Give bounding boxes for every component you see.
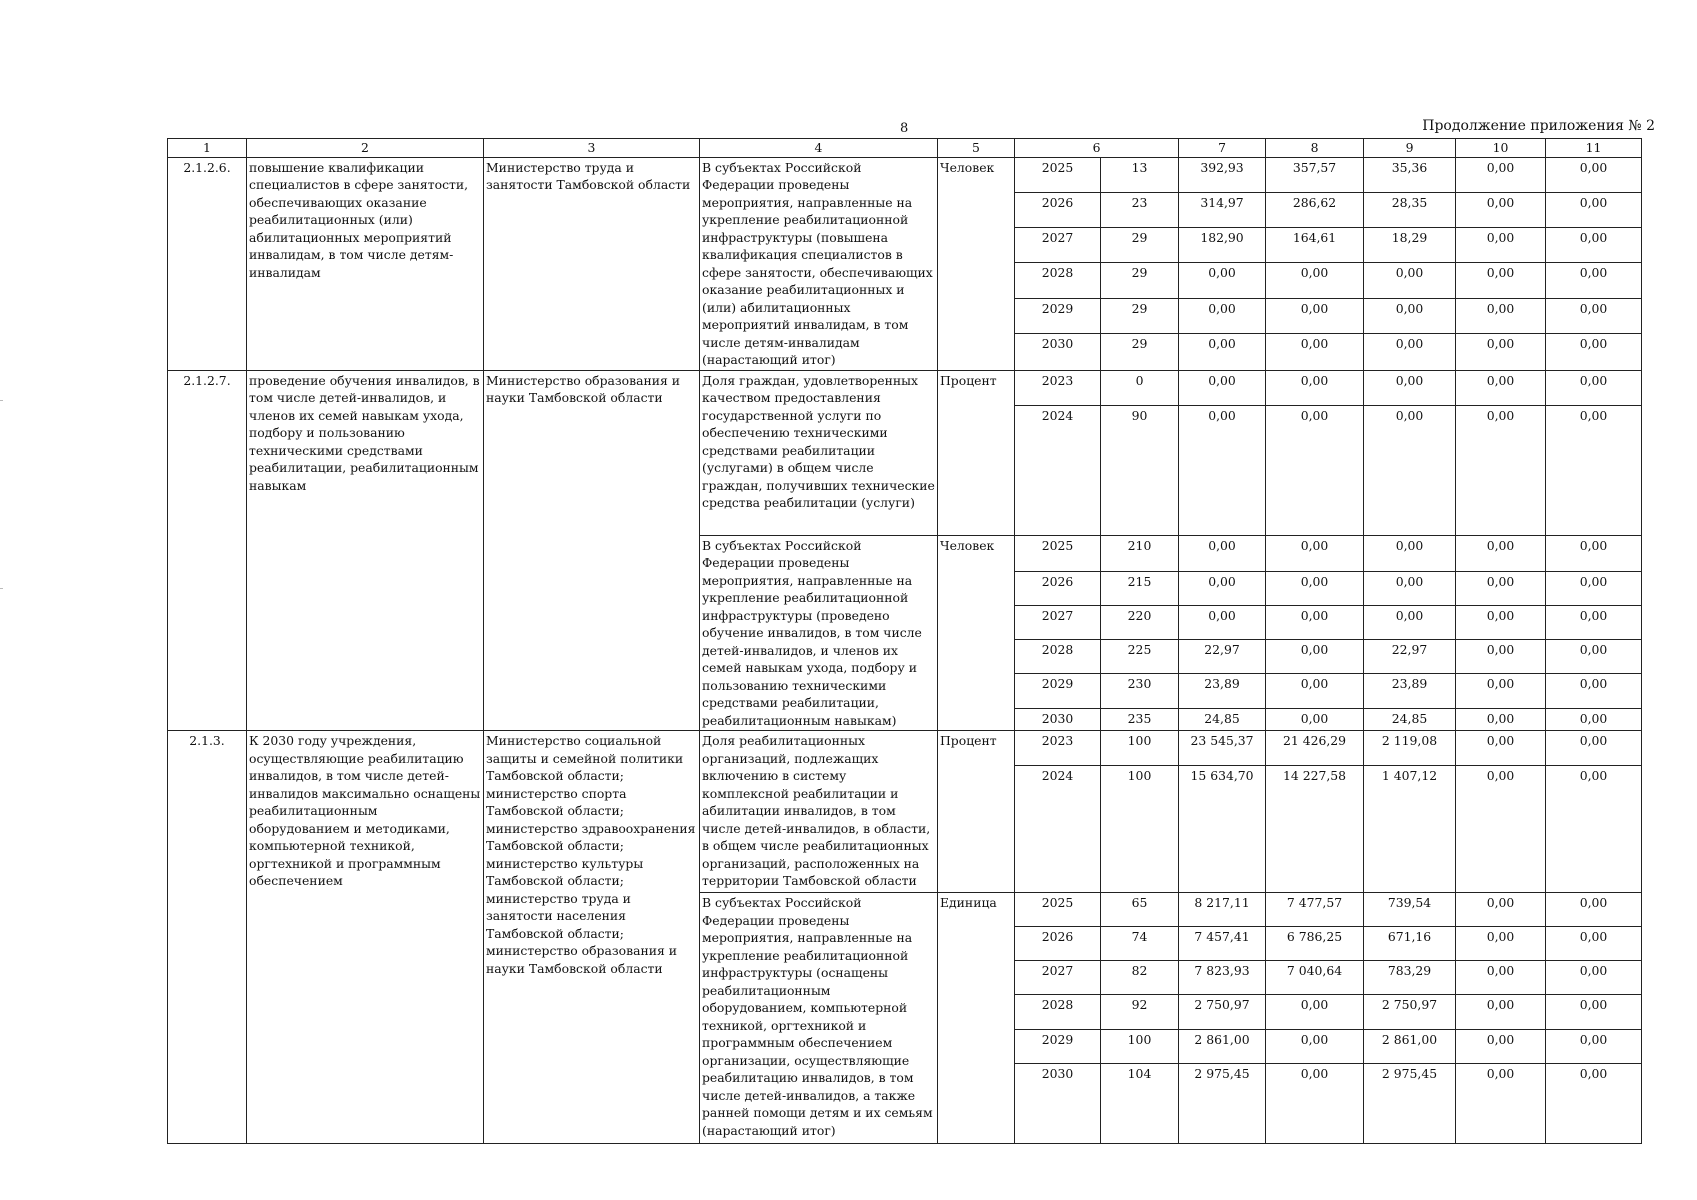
amount-cell: 0,00: [1546, 1030, 1642, 1064]
amount-cell: 28,35: [1364, 192, 1456, 227]
amount-cell: 0,00: [1546, 995, 1642, 1030]
amount-cell: 0,00: [1456, 1064, 1546, 1144]
amount-cell: 0,00: [1456, 731, 1546, 766]
year-cell: 2028: [1015, 263, 1101, 298]
unit: Процент: [938, 731, 1015, 893]
year-cell: 2029: [1015, 674, 1101, 709]
year-cell: 2030: [1015, 334, 1101, 370]
row-number: 2.1.2.7.: [168, 370, 247, 731]
scan-mark: [0, 400, 3, 401]
amount-cell: 0,00: [1179, 405, 1266, 535]
header-row: [168, 139, 1642, 158]
year-cell: 2026: [1015, 571, 1101, 605]
amount-cell: 0,00: [1546, 709, 1642, 731]
indicator-name: Доля реабилитационных организаций, подлежащих включению в систему комплексной реабилитации и абилитации инвалидов, в том числе детей-инвалидов, в области, в общем числе реабилитационных организаций, расположенных на территории Тамбовской области: [700, 731, 938, 893]
amount-cell: 24,85: [1364, 709, 1456, 731]
amount-cell: 0,00: [1456, 766, 1546, 893]
amount-cell: 0,00: [1179, 370, 1266, 405]
amount-cell: 2 861,00: [1364, 1030, 1456, 1064]
amount-cell: 0,00: [1456, 1030, 1546, 1064]
amount-cell: 0,00: [1364, 405, 1456, 535]
amount-cell: 0,00: [1456, 927, 1546, 961]
amount-cell: 7 040,64: [1266, 961, 1364, 995]
amount-cell: 0,00: [1179, 571, 1266, 605]
amount-cell: 0,00: [1266, 370, 1364, 405]
amount-cell: 0,00: [1266, 605, 1364, 639]
amount-cell: 23 545,37: [1179, 731, 1266, 766]
value-cell: 29: [1101, 228, 1179, 263]
unit: Процент: [938, 370, 1015, 535]
amount-cell: 0,00: [1456, 995, 1546, 1030]
page-number: 8: [900, 121, 909, 136]
amount-cell: 0,00: [1546, 334, 1642, 370]
amount-cell: 0,00: [1456, 228, 1546, 263]
amount-cell: 0,00: [1266, 405, 1364, 535]
amount-cell: 0,00: [1266, 639, 1364, 673]
value-cell: 29: [1101, 298, 1179, 333]
value-cell: 225: [1101, 639, 1179, 673]
year-cell: 2025: [1015, 893, 1101, 927]
amount-cell: 0,00: [1266, 263, 1364, 298]
amount-cell: 0,00: [1179, 535, 1266, 571]
unit: Единица: [938, 893, 1015, 1144]
value-cell: 215: [1101, 571, 1179, 605]
unit: Человек: [938, 535, 1015, 731]
amount-cell: 0,00: [1546, 893, 1642, 927]
value-cell: 65: [1101, 893, 1179, 927]
executor: Министерство образования и науки Тамбовской области: [484, 370, 700, 731]
indicator-name: В субъектах Российской Федерации проведены мероприятия, направленные на укрепление реабилитационной инфраструктуры (проведено обучение инвалидов, в том числе детей-инвалидов, и членов их семей навыкам ухода, подбору и пользованию техническими средствами реабилитации, реабилитационным навыкам): [700, 535, 938, 731]
column-header: 5: [938, 139, 1015, 158]
amount-cell: 164,61: [1266, 228, 1364, 263]
amount-cell: 0,00: [1364, 605, 1456, 639]
amount-cell: 0,00: [1266, 298, 1364, 333]
amount-cell: 0,00: [1456, 893, 1546, 927]
amount-cell: 23,89: [1179, 674, 1266, 709]
amount-cell: 0,00: [1179, 298, 1266, 333]
amount-cell: 0,00: [1456, 298, 1546, 333]
amount-cell: 23,89: [1364, 674, 1456, 709]
amount-cell: 35,36: [1364, 157, 1456, 192]
amount-cell: 0,00: [1456, 639, 1546, 673]
column-header: 2: [247, 139, 484, 158]
table-row: [168, 157, 1642, 192]
amount-cell: 0,00: [1456, 571, 1546, 605]
year-cell: 2025: [1015, 157, 1101, 192]
value-cell: 100: [1101, 731, 1179, 766]
amount-cell: 22,97: [1179, 639, 1266, 673]
value-cell: 0: [1101, 370, 1179, 405]
year-cell: 2030: [1015, 709, 1101, 731]
amount-cell: 2 975,45: [1179, 1064, 1266, 1144]
amount-cell: 0,00: [1546, 674, 1642, 709]
amount-cell: 0,00: [1456, 405, 1546, 535]
amount-cell: 0,00: [1546, 192, 1642, 227]
amount-cell: 0,00: [1364, 334, 1456, 370]
row-number: 2.1.3.: [168, 731, 247, 1144]
table-row: [168, 370, 1642, 405]
amount-cell: 0,00: [1364, 535, 1456, 571]
indicator-name: Доля граждан, удовлетворенных качеством предоставления государственной услуги по обеспечению техническими средствами реабилитации (услугами) в общем числе граждан, получивших технические средства реабилитации (услуги): [700, 370, 938, 535]
value-cell: 100: [1101, 766, 1179, 893]
amount-cell: 0,00: [1266, 709, 1364, 731]
amount-cell: 0,00: [1546, 766, 1642, 893]
amount-cell: 783,29: [1364, 961, 1456, 995]
executor: Министерство социальной защиты и семейной политики Тамбовской области; министерство спорта Тамбовской области; министерство здравоохранения Тамбовской области; министерство культуры Тамбовской области; министерство труда и занятости населения Тамбовской области; министерство образования и науки Тамбовской области: [484, 731, 700, 1144]
amount-cell: 0,00: [1456, 674, 1546, 709]
amount-cell: 0,00: [1266, 535, 1364, 571]
amount-cell: 7 477,57: [1266, 893, 1364, 927]
column-header: 4: [700, 139, 938, 158]
amount-cell: 0,00: [1456, 961, 1546, 995]
amount-cell: 0,00: [1456, 370, 1546, 405]
amount-cell: 0,00: [1179, 334, 1266, 370]
table-row: [168, 731, 1642, 766]
indicator-name: В субъектах Российской Федерации проведены мероприятия, направленные на укрепление реабилитационной инфраструктуры (повышена квалификация специалистов в сфере занятости, обеспечивающих оказание реабилитационных и (или) абилитационных мероприятий инвалидам, в том числе детям-инвалидам (нарастающий итог): [700, 157, 938, 370]
amount-cell: 1 407,12: [1364, 766, 1456, 893]
event-name: проведение обучения инвалидов, в том числе детей-инвалидов, и членов их семей навыкам ухода, подбору и пользованию техническими средствами реабилитации, реабилитационным навыкам: [247, 370, 484, 731]
executor: Министерство труда и занятости Тамбовской области: [484, 157, 700, 370]
amount-cell: 0,00: [1546, 228, 1642, 263]
amount-cell: 671,16: [1364, 927, 1456, 961]
amount-cell: 21 426,29: [1266, 731, 1364, 766]
amount-cell: 0,00: [1456, 535, 1546, 571]
amount-cell: 0,00: [1266, 1064, 1364, 1144]
event-name: повышение квалификации специалистов в сфере занятости, обеспечивающих оказание реабилитационных (или) абилитационных мероприятий инвалидам, в том числе детям-инвалидам: [247, 157, 484, 370]
column-header: 6: [1015, 139, 1179, 158]
amount-cell: 22,97: [1364, 639, 1456, 673]
amount-cell: 0,00: [1179, 263, 1266, 298]
amount-cell: 0,00: [1546, 639, 1642, 673]
row-number: 2.1.2.6.: [168, 157, 247, 370]
year-cell: 2027: [1015, 228, 1101, 263]
amount-cell: 392,93: [1179, 157, 1266, 192]
amount-cell: 0,00: [1456, 605, 1546, 639]
amount-cell: 182,90: [1179, 228, 1266, 263]
amount-cell: 0,00: [1546, 927, 1642, 961]
amount-cell: 0,00: [1266, 674, 1364, 709]
unit: Человек: [938, 157, 1015, 370]
amount-cell: 286,62: [1266, 192, 1364, 227]
value-cell: 23: [1101, 192, 1179, 227]
indicator-name: В субъектах Российской Федерации проведены мероприятия, направленные на укрепление реабилитационной инфраструктуры (оснащены реабилитационным оборудованием, компьютерной техникой, оргтехникой и программным обеспечением организации, осуществляющие реабилитацию инвалидов, в том числе детей-инвалидов, а также ранней помощи детям и их семьям (нарастающий итог): [700, 893, 938, 1144]
amount-cell: 0,00: [1364, 263, 1456, 298]
value-cell: 230: [1101, 674, 1179, 709]
value-cell: 74: [1101, 927, 1179, 961]
amount-cell: 0,00: [1456, 263, 1546, 298]
column-header: 7: [1179, 139, 1266, 158]
value-cell: 100: [1101, 1030, 1179, 1064]
value-cell: 235: [1101, 709, 1179, 731]
year-cell: 2026: [1015, 192, 1101, 227]
value-cell: 220: [1101, 605, 1179, 639]
amount-cell: 0,00: [1364, 370, 1456, 405]
value-cell: 29: [1101, 334, 1179, 370]
year-cell: 2030: [1015, 1064, 1101, 1144]
scan-mark: [0, 588, 3, 589]
year-cell: 2024: [1015, 766, 1101, 893]
amount-cell: 357,57: [1266, 157, 1364, 192]
amount-cell: 0,00: [1546, 605, 1642, 639]
year-cell: 2027: [1015, 961, 1101, 995]
amount-cell: 0,00: [1456, 157, 1546, 192]
year-cell: 2029: [1015, 1030, 1101, 1064]
year-cell: 2028: [1015, 639, 1101, 673]
amount-cell: 2 119,08: [1364, 731, 1456, 766]
amount-cell: 6 786,25: [1266, 927, 1364, 961]
amount-cell: 0,00: [1266, 995, 1364, 1030]
amount-cell: 0,00: [1456, 334, 1546, 370]
amount-cell: 0,00: [1546, 157, 1642, 192]
amount-cell: 0,00: [1364, 298, 1456, 333]
value-cell: 90: [1101, 405, 1179, 535]
amount-cell: 0,00: [1546, 571, 1642, 605]
amount-cell: 0,00: [1546, 731, 1642, 766]
amount-cell: 15 634,70: [1179, 766, 1266, 893]
amount-cell: 0,00: [1456, 192, 1546, 227]
value-cell: 29: [1101, 263, 1179, 298]
year-cell: 2023: [1015, 731, 1101, 766]
value-cell: 104: [1101, 1064, 1179, 1144]
value-cell: 210: [1101, 535, 1179, 571]
column-header: 11: [1546, 139, 1642, 158]
amount-cell: 7 823,93: [1179, 961, 1266, 995]
continuation-label: Продолжение приложения № 2: [1422, 118, 1655, 134]
year-cell: 2029: [1015, 298, 1101, 333]
year-cell: 2026: [1015, 927, 1101, 961]
column-header: 10: [1456, 139, 1546, 158]
value-cell: 82: [1101, 961, 1179, 995]
amount-cell: 2 750,97: [1364, 995, 1456, 1030]
amount-cell: 0,00: [1266, 571, 1364, 605]
amount-cell: 0,00: [1456, 709, 1546, 731]
column-header: 9: [1364, 139, 1456, 158]
amount-cell: 0,00: [1546, 263, 1642, 298]
amount-cell: 24,85: [1179, 709, 1266, 731]
column-header: 1: [168, 139, 247, 158]
value-cell: 13: [1101, 157, 1179, 192]
year-cell: 2028: [1015, 995, 1101, 1030]
amount-cell: 0,00: [1546, 405, 1642, 535]
amount-cell: 0,00: [1546, 961, 1642, 995]
year-cell: 2025: [1015, 535, 1101, 571]
year-cell: 2027: [1015, 605, 1101, 639]
value-cell: 92: [1101, 995, 1179, 1030]
column-header: 8: [1266, 139, 1364, 158]
column-header: 3: [484, 139, 700, 158]
amount-cell: 8 217,11: [1179, 893, 1266, 927]
amount-cell: 739,54: [1364, 893, 1456, 927]
event-name: К 2030 году учреждения, осуществляющие реабилитацию инвалидов, в том числе детей-инвалидов максимально оснащены реабилитационным оборудованием и методиками, компьютерной техникой, оргтехникой и программным обеспечением: [247, 731, 484, 1144]
amount-cell: 18,29: [1364, 228, 1456, 263]
data-table: [167, 138, 1642, 1144]
amount-cell: 0,00: [1546, 535, 1642, 571]
amount-cell: 314,97: [1179, 192, 1266, 227]
amount-cell: 0,00: [1546, 298, 1642, 333]
amount-cell: 2 861,00: [1179, 1030, 1266, 1064]
amount-cell: 0,00: [1266, 334, 1364, 370]
year-cell: 2023: [1015, 370, 1101, 405]
amount-cell: 0,00: [1179, 605, 1266, 639]
amount-cell: 7 457,41: [1179, 927, 1266, 961]
amount-cell: 14 227,58: [1266, 766, 1364, 893]
amount-cell: 0,00: [1546, 1064, 1642, 1144]
amount-cell: 0,00: [1364, 571, 1456, 605]
amount-cell: 0,00: [1546, 370, 1642, 405]
amount-cell: 2 975,45: [1364, 1064, 1456, 1144]
year-cell: 2024: [1015, 405, 1101, 535]
amount-cell: 0,00: [1266, 1030, 1364, 1064]
amount-cell: 2 750,97: [1179, 995, 1266, 1030]
